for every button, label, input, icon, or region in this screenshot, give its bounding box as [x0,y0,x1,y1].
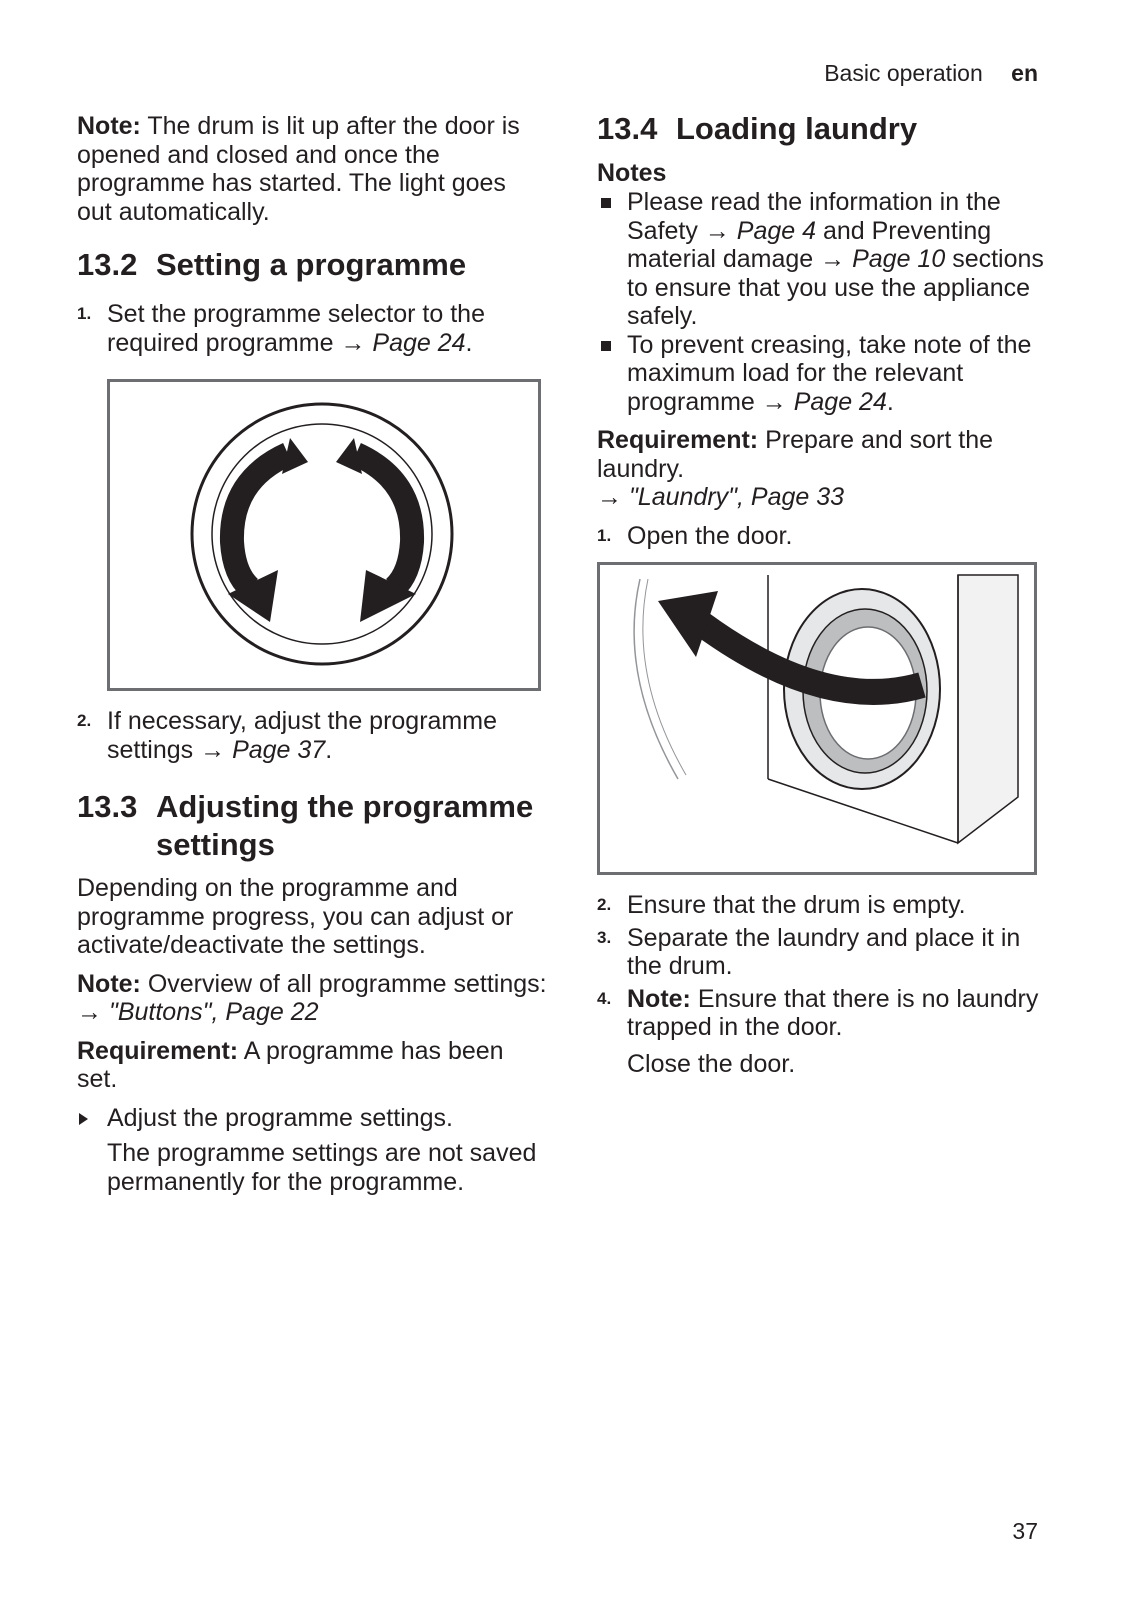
requirement-paragraph [77,1037,547,1094]
page-reference-link[interactable]: "Buttons", Page 22 [102,998,319,1026]
requirement-label: Requirement: [597,426,759,454]
step-text: Ensure that the drum is empty. [627,891,966,919]
programme-selector-figure [107,379,541,691]
step-end: . [325,735,333,764]
step-number: 4. [597,988,612,1008]
page-number: 37 [1012,1518,1038,1544]
section-13-3-intro: Depending on the programme and programme progress, you can adjust or activate/deactivate the settings. [77,874,514,959]
right-column [597,110,1057,1078]
section-number: 13.3 [77,789,138,824]
section-title: Adjusting the programme settings [156,789,534,862]
header-language: en [1011,60,1038,86]
square-bullet-icon [601,198,611,208]
note-label: Note: [77,112,141,140]
step-number: 1. [597,525,612,545]
section-13-4-heading [597,110,1057,148]
note-text: Overview of all programme settings: [140,969,547,998]
machine-side-panel [958,575,1018,843]
programme-selector-dial-illustration [110,382,538,688]
note-label: Note: [627,984,691,1013]
running-header [824,60,1038,87]
step-number: 3. [597,927,612,947]
step-number: 2. [597,895,612,914]
step-end: . [465,328,473,357]
requirement-label: Requirement: [77,1036,239,1065]
arrow-icon: → [761,387,787,416]
header-section-title: Basic operation [824,60,983,86]
step-1-set-programme [77,300,547,357]
washing-machine-door-illustration [600,565,1034,872]
laundry-cross-reference [597,483,1057,512]
step-text: Separate the laundry and place it in the drum. [627,923,1021,980]
page-reference-link[interactable]: Page 24 [372,328,466,357]
notes-bullet-creasing [597,331,1057,417]
drum-light-note [77,112,547,226]
notes-bullet-safety [597,188,1057,331]
note-label: Note: [77,969,141,998]
step-2-drum-empty [597,891,1057,920]
step-4-result: Close the door. [627,1049,796,1078]
page-reference-link[interactable]: Page 37 [232,735,326,764]
step-text: If necessary, adjust the programme settings [107,707,497,764]
section-number: 13.4 [597,111,658,146]
action-text: Adjust the programme settings. [107,1103,453,1132]
step-3-separate-laundry [597,924,1057,981]
open-door-figure [597,562,1037,875]
requirement-text: A programme has been set. [77,1036,504,1093]
page-reference-link[interactable]: "Laundry", Page 33 [622,483,845,511]
requirement-text: Prepare and sort the laundry. [597,426,994,483]
action-adjust-settings [77,1104,547,1133]
section-number: 13.2 [77,247,138,282]
page-reference-link[interactable]: Page 4 [729,216,817,245]
section-13-2-heading [77,246,547,284]
step-text: Ensure that there is no laundry trapped in the door. [627,984,1039,1041]
arrow-icon: → [820,245,846,273]
buttons-cross-reference [77,998,547,1027]
bullet-text: sections to ensure that you use the appliance safely. [627,245,1044,330]
step-1-open-door [597,522,1057,551]
arrow-icon: → [597,483,622,511]
page-reference-link[interactable]: Page 24 [786,387,887,416]
requirement-paragraph [597,426,1057,483]
arrow-icon: → [77,998,102,1026]
left-column [77,110,547,1196]
section-13-3-heading [77,788,547,864]
step-2-adjust-settings [77,707,547,764]
bullet-text: and Preventing material damage [627,216,992,273]
buttons-note [77,970,547,999]
square-bullet-icon [601,341,611,351]
arrow-icon: → [704,216,730,245]
triangle-bullet-icon [79,1113,88,1125]
bullet-text: To prevent creasing, take note of the maximum load for the relevant programme [627,330,1032,416]
action-result: The programme settings are not saved permanently for the programme. [107,1139,537,1196]
arrow-icon: → [340,328,366,357]
section-title: Setting a programme [156,247,467,282]
step-text: Set the programme selector to the required programme [107,300,485,357]
step-number: 2. [77,711,92,730]
step-4-check-door [597,985,1057,1042]
arrow-icon: → [200,735,226,764]
note-text: The drum is lit up after the door is opened and closed and once the programme has started. The light goes out automatically. [77,112,520,226]
bullet-end: . [886,387,894,416]
bullet-text: Please read the information in the Safety [627,188,1001,245]
page-reference-link[interactable]: Page 10 [845,245,946,273]
dial-inner-ring [212,424,432,644]
section-title: Loading laundry [676,111,918,146]
step-text: Open the door. [627,521,793,550]
step-number: 1. [77,304,92,323]
notes-heading: Notes [597,159,667,187]
